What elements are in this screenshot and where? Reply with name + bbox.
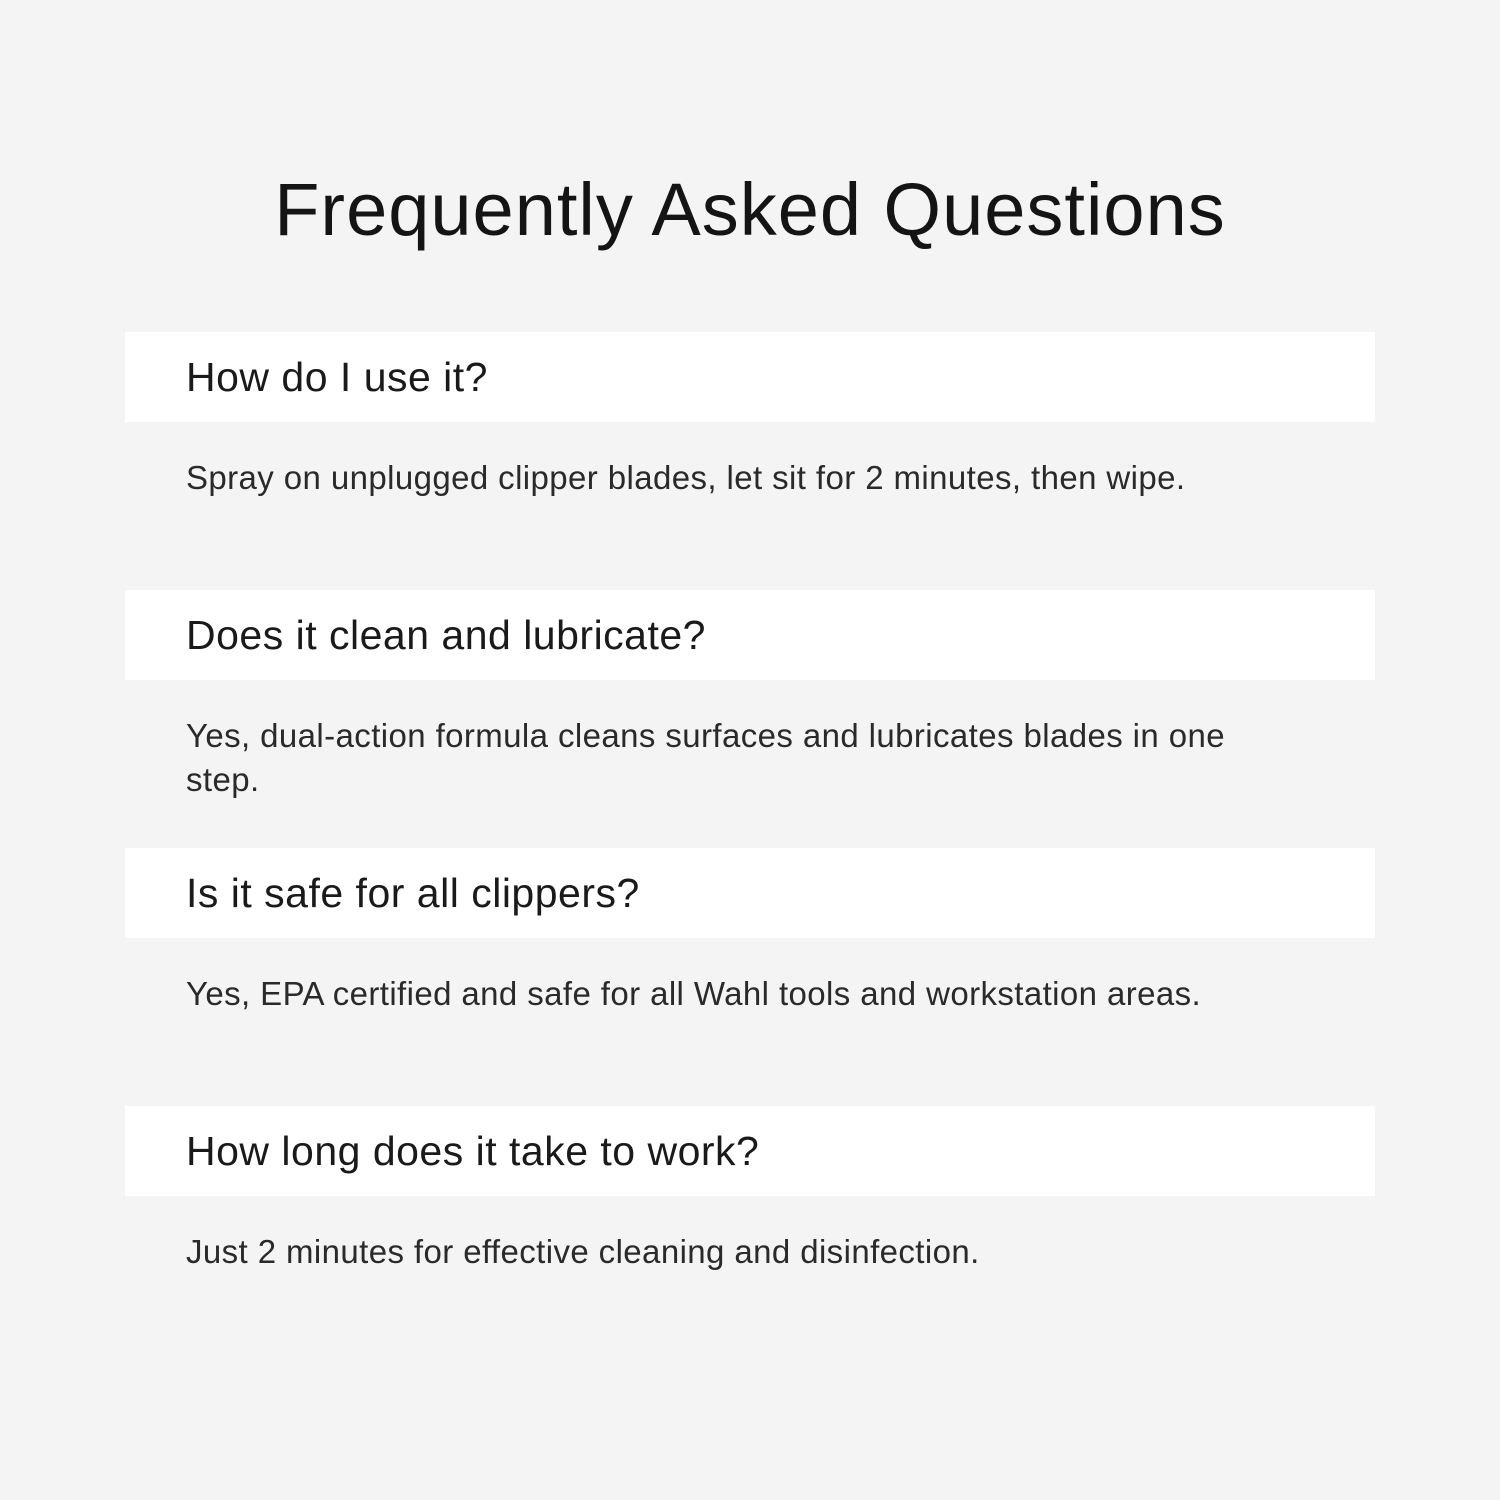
faq-question-bar[interactable]: [125, 1106, 1375, 1196]
faq-item: [125, 332, 1375, 546]
faq-answer: Yes, EPA certified and safe for all Wahl tools and workstation areas.: [186, 975, 1202, 1012]
page-title: Frequently Asked Questions: [274, 168, 1226, 251]
faq-question: Does it clean and lubricate?: [186, 612, 706, 658]
faq-item: [125, 1106, 1375, 1320]
faq-answer: Spray on unplugged clipper blades, let sit for 2 minutes, then wipe.: [186, 459, 1186, 496]
faq-question: How do I use it?: [186, 354, 488, 400]
faq-item: [125, 848, 1375, 1062]
faq-answer: Just 2 minutes for effective cleaning and disinfection.: [186, 1233, 980, 1270]
faq-answer: Yes, dual-action formula cleans surfaces and lubricates blades in one step.: [186, 717, 1225, 798]
faq-question-bar[interactable]: [125, 332, 1375, 422]
faq-question: Is it safe for all clippers?: [186, 870, 640, 916]
faq-question: How long does it take to work?: [186, 1128, 760, 1174]
faq-question-bar[interactable]: [125, 590, 1375, 680]
faq-question-bar[interactable]: [125, 848, 1375, 938]
faq-list: [125, 332, 1375, 1364]
faq-item: [125, 590, 1375, 804]
